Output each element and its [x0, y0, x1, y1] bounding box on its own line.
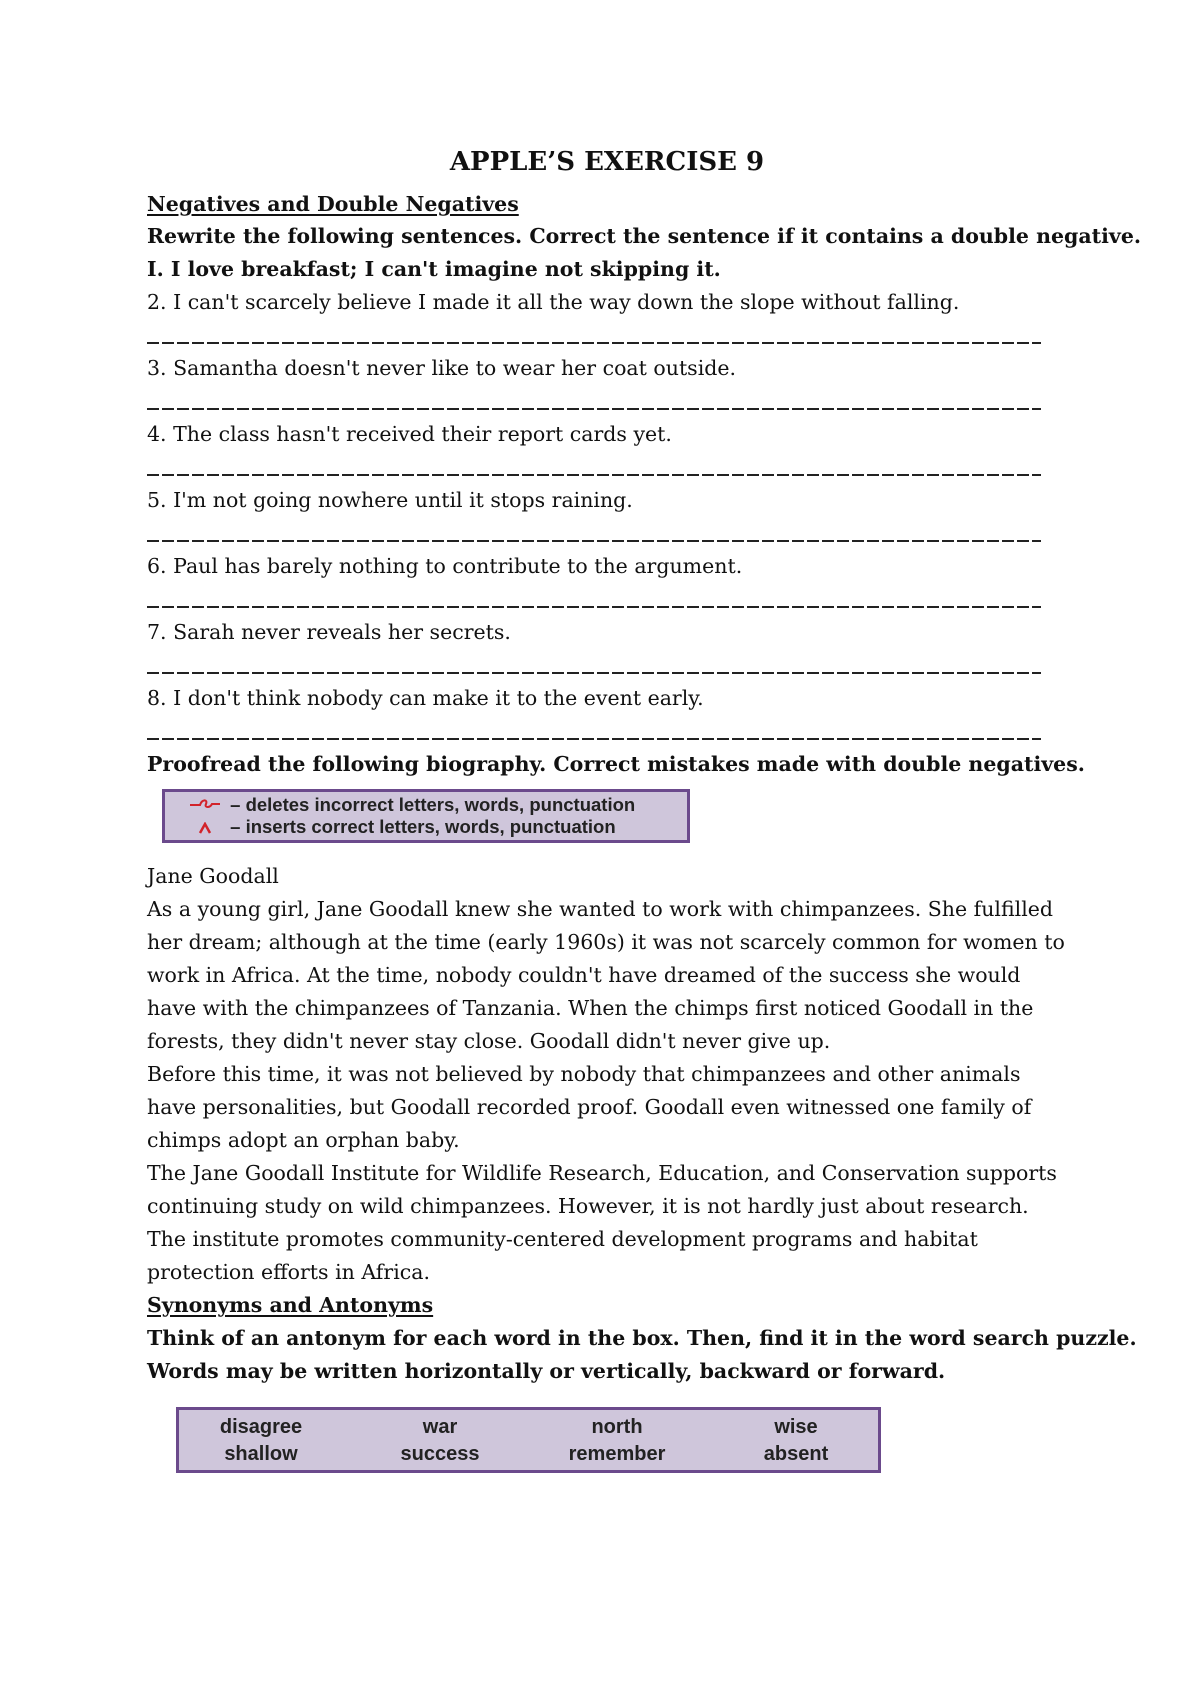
exercise-item-7: 7. Sarah never reveals her secrets.	[147, 620, 511, 644]
exercise-item-5: 5. I'm not going nowhere until it stops raining.	[147, 488, 633, 512]
word-item: disagree	[219, 1416, 303, 1438]
bio-line: The institute promotes community-centered development programs and habitat	[147, 1227, 978, 1251]
bio-line: her dream; although at the time (early 1960s) it was not scarcely common for women to	[147, 930, 1065, 954]
word-item: remember	[568, 1443, 666, 1465]
page-title: APPLE’S EXERCISE 9	[449, 147, 765, 177]
answer-line-5[interactable]	[147, 540, 1041, 542]
instruction-rewrite: Rewrite the following sentences. Correct the sentence if it contains a double negative.	[147, 224, 1142, 248]
exercise-item-8: 8. I don't think nobody can make it to the event early.	[147, 686, 704, 710]
example-sentence: I. I love breakfast; I can't imagine not skipping it.	[147, 257, 721, 281]
legend-insert-text: – inserts correct letters, words, punctuation	[230, 816, 616, 837]
bio-line: The Jane Goodall Institute for Wildlife Research, Education, and Conservation supports	[147, 1161, 1057, 1185]
bio-line: protection efforts in Africa.	[147, 1260, 430, 1284]
caret-insert-icon	[185, 817, 225, 839]
bio-line: continuing study on wild chimpanzees. However, it is not hardly just about research.	[147, 1194, 1029, 1218]
word-item: wise	[774, 1416, 818, 1438]
word-item: absent	[763, 1443, 829, 1465]
bio-title: Jane Goodall	[147, 864, 279, 888]
legend-insert-row	[185, 816, 616, 838]
delete-mark-icon	[185, 795, 225, 817]
exercise-item-3: 3. Samantha doesn't never like to wear her coat outside.	[147, 356, 737, 380]
word-box	[176, 1407, 881, 1473]
instruction-proofread: Proofread the following biography. Correct mistakes made with double negatives.	[147, 752, 1085, 776]
word-item: war	[422, 1416, 458, 1438]
proofreading-marks-legend	[162, 789, 690, 843]
bio-line: have personalities, but Goodall recorded proof. Goodall even witnessed one family of	[147, 1095, 1032, 1119]
bio-line: chimps adopt an orphan baby.	[147, 1128, 460, 1152]
answer-line-8[interactable]	[147, 738, 1041, 740]
answer-line-3[interactable]	[147, 408, 1041, 410]
section-heading-synonyms: Synonyms and Antonyms	[147, 1293, 434, 1317]
word-item: success	[400, 1443, 480, 1465]
answer-line-7[interactable]	[147, 672, 1041, 674]
answer-line-4[interactable]	[147, 474, 1041, 476]
answer-line-2[interactable]	[147, 342, 1041, 344]
legend-delete-text: – deletes incorrect letters, words, punctuation	[230, 794, 636, 815]
section-heading-negatives: Negatives and Double Negatives	[147, 192, 519, 216]
word-item: north	[591, 1416, 643, 1438]
exercise-item-2: 2. I can't scarcely believe I made it all the way down the slope without falling.	[147, 290, 960, 314]
exercise-item-4: 4. The class hasn't received their report cards yet.	[147, 422, 672, 446]
bio-line: have with the chimpanzees of Tanzania. When the chimps first noticed Goodall in the	[147, 996, 1034, 1020]
word-item: shallow	[224, 1443, 298, 1465]
bio-line: forests, they didn't never stay close. Goodall didn't never give up.	[147, 1029, 831, 1053]
bio-line: Before this time, it was not believed by nobody that chimpanzees and other animals	[147, 1062, 1021, 1086]
exercise-item-6: 6. Paul has barely nothing to contribute to the argument.	[147, 554, 743, 578]
instruction-antonym: Think of an antonym for each word in the box. Then, find it in the word search puzzle.	[147, 1326, 1137, 1350]
bio-line: work in Africa. At the time, nobody couldn't have dreamed of the success she would	[147, 963, 1021, 987]
answer-line-6[interactable]	[147, 606, 1041, 608]
instruction-wordsearch: Words may be written horizontally or vertically, backward or forward.	[147, 1359, 946, 1383]
bio-line: As a young girl, Jane Goodall knew she wanted to work with chimpanzees. She fulfilled	[147, 897, 1054, 921]
legend-delete-row	[185, 794, 635, 816]
